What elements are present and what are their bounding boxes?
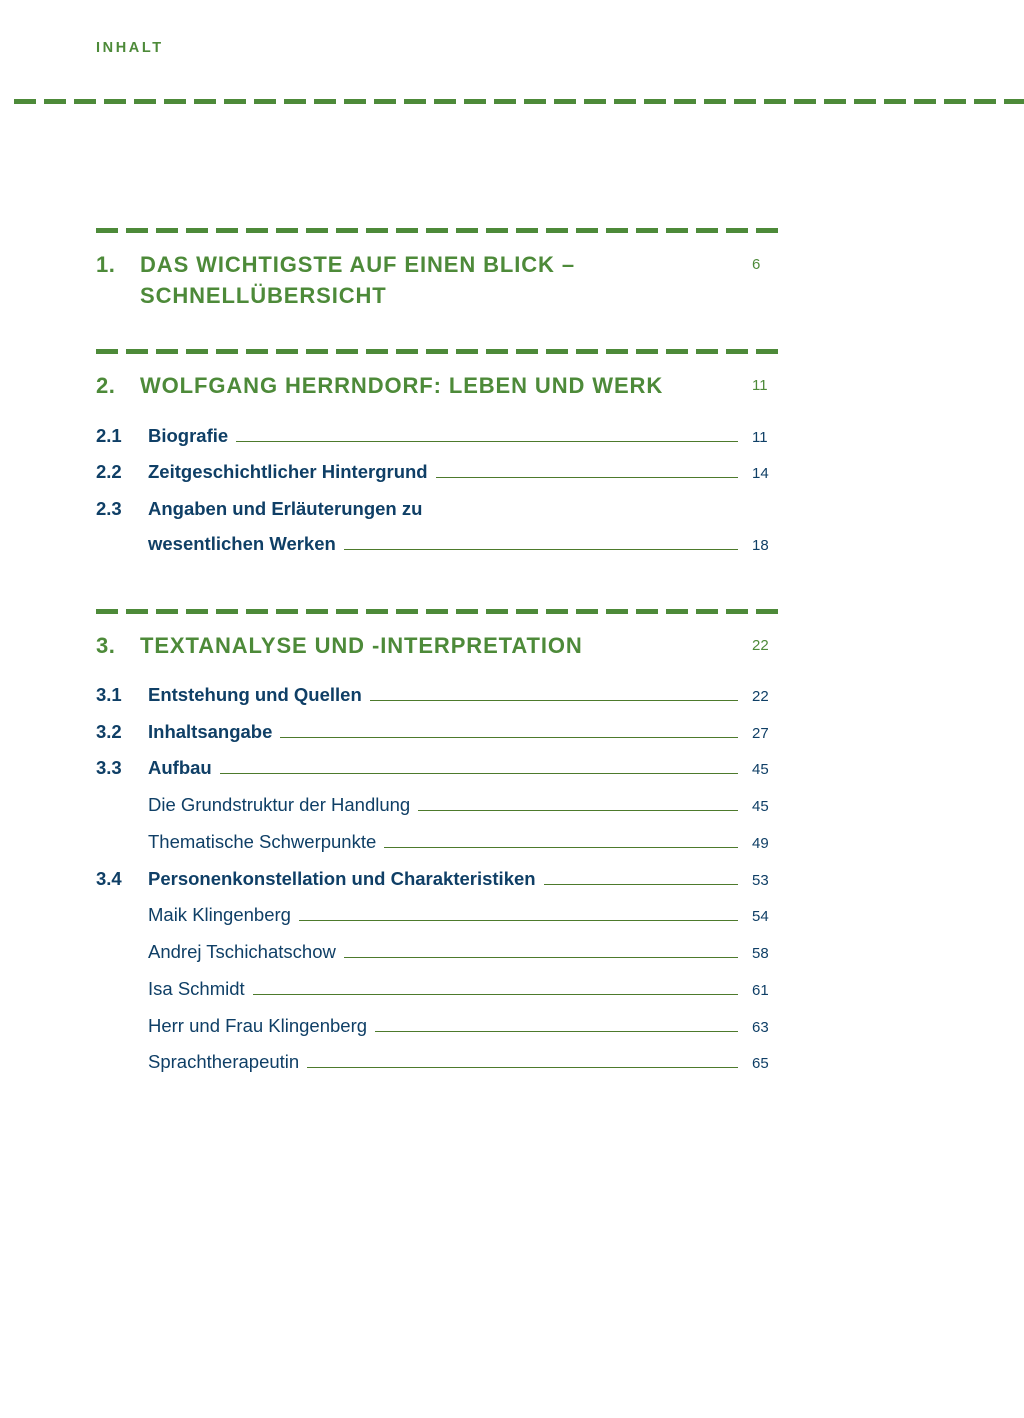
subsection-page-number: 65	[752, 1055, 769, 1073]
subsection-title: Maik Klingenberg	[148, 904, 291, 926]
subsection-title: Entstehung und Quellen	[148, 683, 362, 705]
subsection-row[interactable]	[96, 754, 786, 784]
chapter-number: 3.	[96, 632, 116, 658]
subsection-number: 2.1	[96, 424, 122, 446]
subsection-page-number: 45	[752, 761, 769, 779]
leader-line	[436, 477, 738, 478]
subsection-page-number: 14	[752, 465, 769, 483]
subsection-body	[148, 530, 752, 558]
subsection-body	[148, 495, 752, 523]
subsection-body	[148, 458, 752, 486]
subsection-title: Biografie	[148, 424, 229, 446]
chapter-block	[96, 349, 786, 559]
leader-line	[418, 810, 738, 811]
leader-line	[253, 994, 738, 995]
subsection-page-number: 45	[752, 798, 769, 816]
chapter-title: DAS WICHTIGSTE AUF EINEN BLICK – SCHNELLÜBERSICHT	[140, 252, 575, 309]
chapter-heading-row[interactable]	[96, 370, 786, 401]
subsection-body	[148, 422, 752, 450]
subsection-list	[96, 681, 786, 1078]
subsection-row[interactable]	[96, 495, 786, 523]
subsection-body	[148, 865, 752, 893]
subsection-title: Angaben und Erläuterungen zu	[148, 498, 423, 520]
subsection-page-number: 11	[752, 428, 768, 446]
subsubsection-row[interactable]	[96, 938, 786, 968]
chapter-block	[96, 609, 786, 1078]
chapter-dashed-rule	[96, 609, 786, 614]
leader-line	[299, 920, 738, 921]
leader-line	[220, 773, 738, 774]
leader-line	[544, 884, 738, 885]
subsection-page-number: 27	[752, 724, 769, 742]
chapter-block	[96, 228, 786, 311]
leader-line	[307, 1067, 738, 1068]
chapter-heading-row[interactable]	[96, 249, 786, 311]
table-of-contents	[96, 228, 786, 1127]
subsection-number: 3.3	[96, 757, 122, 779]
subsection-body	[148, 754, 752, 782]
subsection-page-number: 61	[752, 981, 769, 999]
subsection-row[interactable]	[96, 530, 786, 560]
subsection-title: Isa Schmidt	[148, 977, 245, 999]
subsubsection-row[interactable]	[96, 1048, 786, 1078]
subsection-number: 3.2	[96, 720, 122, 742]
section-spacer	[96, 1085, 786, 1127]
chapter-title: TEXTANALYSE UND -INTERPRETATION	[140, 632, 583, 658]
subsubsection-row[interactable]	[96, 791, 786, 821]
chapter-page-number: 22	[752, 636, 769, 654]
chapter-dashed-rule	[96, 228, 786, 233]
subsection-body	[148, 901, 752, 929]
subsubsection-row[interactable]	[96, 901, 786, 931]
subsection-title: Thematische Schwerpunkte	[148, 830, 377, 852]
subsection-body	[148, 975, 752, 1003]
subsection-title: Zeitgeschichtlicher Hintergrund	[148, 461, 428, 483]
subsection-page-number: 49	[752, 834, 769, 852]
subsection-title: Die Grundstruktur der Handlung	[148, 794, 411, 816]
section-spacer	[96, 311, 786, 349]
subsection-page-number: 58	[752, 945, 769, 963]
subsection-title: Andrej Tschichatschow	[148, 941, 336, 963]
header-dashed-rule	[14, 99, 1024, 104]
subsection-number: 2.2	[96, 461, 122, 483]
subsection-row[interactable]	[96, 458, 786, 488]
subsection-body	[148, 718, 752, 746]
subsection-number: 3.1	[96, 683, 122, 705]
section-spacer	[96, 567, 786, 609]
subsection-page-number: 18	[752, 536, 769, 554]
subsection-title: Inhaltsangabe	[148, 720, 273, 742]
chapter-heading-row[interactable]	[96, 630, 786, 661]
subsection-number: 3.4	[96, 867, 122, 889]
subsection-body	[148, 1048, 752, 1076]
chapter-page-number: 6	[752, 256, 761, 273]
chapter-page-number: 11	[752, 377, 768, 395]
leader-line	[430, 514, 738, 515]
leader-line	[280, 737, 738, 738]
subsection-body	[148, 681, 752, 709]
subsection-list	[96, 422, 786, 560]
subsection-page-number: 53	[752, 871, 769, 889]
subsection-row[interactable]	[96, 681, 786, 711]
subsection-page-number: 63	[752, 1018, 769, 1036]
subsection-row[interactable]	[96, 422, 786, 452]
leader-line	[236, 441, 738, 442]
chapter-number: 2.	[96, 373, 116, 399]
subsection-page-number: 54	[752, 908, 769, 926]
subsection-row[interactable]	[96, 865, 786, 895]
chapter-dashed-rule	[96, 349, 786, 354]
subsection-title: Herr und Frau Klingenberg	[148, 1014, 368, 1036]
subsubsection-row[interactable]	[96, 1012, 786, 1042]
subsection-number: 2.3	[96, 498, 122, 520]
subsection-title: wesentlichen Werken	[148, 532, 336, 554]
subsection-body	[148, 828, 752, 856]
subsection-title: Aufbau	[148, 757, 212, 779]
subsubsection-row[interactable]	[96, 975, 786, 1005]
subsection-body	[148, 791, 752, 819]
leader-line	[370, 700, 738, 701]
chapter-number: 1.	[96, 252, 116, 277]
subsection-title: Sprachtherapeutin	[148, 1051, 300, 1073]
subsection-row[interactable]	[96, 718, 786, 748]
chapter-title: WOLFGANG HERRNDORF: LEBEN UND WERK	[140, 373, 664, 399]
subsubsection-row[interactable]	[96, 828, 786, 858]
subsection-page-number: 22	[752, 687, 769, 705]
leader-line	[344, 957, 738, 958]
running-header: INHALT	[96, 40, 164, 56]
leader-line	[344, 549, 738, 550]
subsection-title: Personenkonstellation und Charakteristiken	[148, 867, 536, 889]
subsection-body	[148, 1012, 752, 1040]
leader-line	[375, 1031, 738, 1032]
leader-line	[384, 847, 738, 848]
subsection-body	[148, 938, 752, 966]
